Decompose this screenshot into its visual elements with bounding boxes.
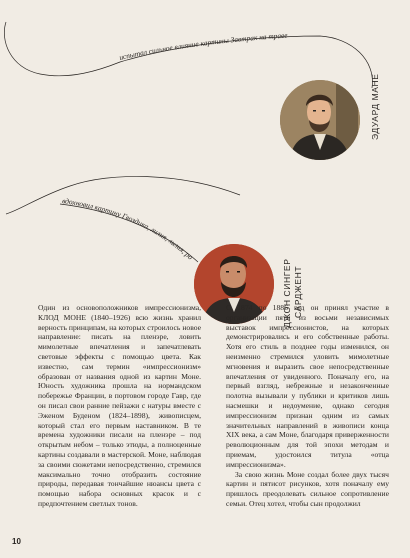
paragraph: За свою жизнь Моне создал более двух тысяч картин и пятисот рисунков, хотя поначалу ему пришлось преодолевать сильное сопротивление семьи. Отец хотел, чтобы сын продолжил [226,469,389,508]
caption-top: испытал сильное влияние картины Завтрак на траве [118,30,288,62]
paragraph: Один из основоположников импрессионизма, КЛОД МОНЕ (1840–1926) всю жизнь хранил верность принципам, на которых строилось новое направление: писать на пленэре, ловить мимолетные впечатления и запечатлевать световые эффекты с помощью цвета. Как известно, сам термин «импрессионизм» образован от названия одной из картин Моне. Юность художника прошла на нормандском побережье Франции, в портовом городе Гавр, где он писал свои ранние пейзажи с натуры вместе с Эженом Буденом (1824–1898), живописцем, который стал его первым наставником. В те времена художники писали на пленэре – под открытым небом – только этюды, а полноценные картины создавали в мастерской. Моне, наблюдая за своими сюжетами непосредственно, стремился максимально точно отобразить состояние природы, передавая тончайшие нюансы цвета с помощью набора основных красок и с предпочтением светлых тонов. [38,303,201,508]
sargent-name-label-line1: ДЖОН СИНГЕР [282,258,292,328]
sargent-name-label-line2: САРДЖЕНТ [293,265,303,318]
caption-bottom: вдохновил картину Гвоздика, лилия, лилия, ро [61,196,195,262]
paragraph: С 1874 по 1886 год он принял участие в организации пяти из восьми независимых выставок импрессионистов, на которых демонстрировались и его собственные работы. Хотя его стиль в позднее годы изменился, он неизменно стремился уловить мимолетные мгновения и выразить свое непосредственные впечатления от увиденного. Поначалу его, на первый взгляд, небрежные и незаконченные полотна вызывали у публики и критиков лишь насмешки и недоумение, однако сегодня импрессионизм признан одним из самых значительных направлений в живописи конца XIX века, а сам Моне, благодаря приверженности революционным для той эпохи методам и приемам, удостоился титула «отца импрессионизма». [226,303,389,469]
text-column-left [38,303,201,509]
page-number: 10 [12,537,21,546]
manet-portrait [280,80,360,160]
text-column-right [226,303,389,509]
manet-name-label: ЭДУАРД МАНЕ [370,73,380,140]
connector-line-top [4,22,372,88]
